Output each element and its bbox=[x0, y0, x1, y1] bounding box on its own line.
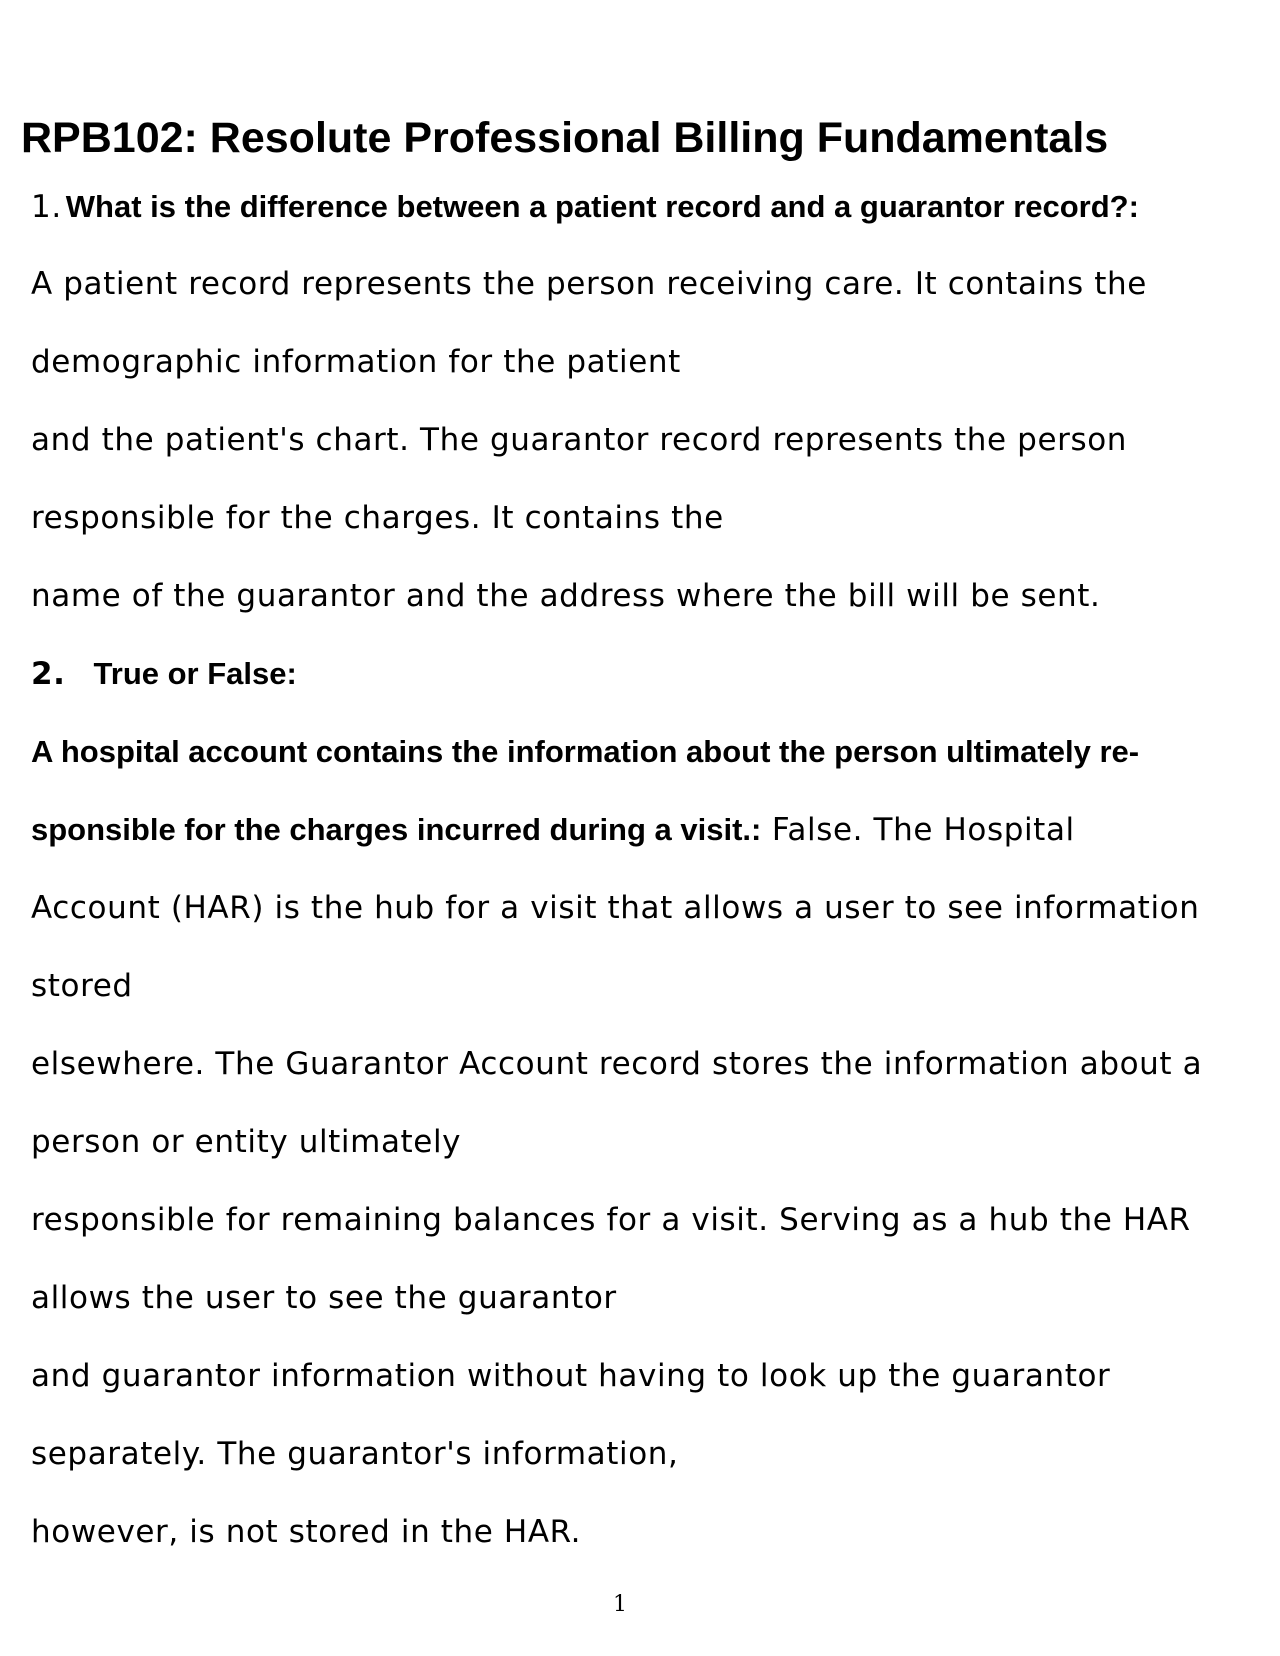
answer-2-line-3: elsewhere. The Guarantor Account record stores the information about a bbox=[31, 1046, 1203, 1082]
answer-2-start: False. The Hospital bbox=[761, 812, 1075, 848]
document-title: RPB102: Resolute Professional Billing Fundamentals bbox=[21, 114, 1109, 162]
answer-2-line-7: and guarantor information without having to look up the guarantor bbox=[31, 1358, 1111, 1394]
question-1-text: What is the difference between a patient record and a guarantor record?: bbox=[65, 189, 1139, 224]
question-2-statement-line-1 bbox=[31, 732, 1139, 772]
answer-2-line-2: stored bbox=[31, 968, 133, 1004]
question-2-number: 2. bbox=[31, 656, 66, 692]
question-2-statement-line-2 bbox=[31, 810, 1075, 850]
answer-1-line-5: name of the guarantor and the address where the bill will be sent. bbox=[31, 578, 1101, 614]
answer-2-line-6: allows the user to see the guarantor bbox=[31, 1280, 617, 1316]
answer-2-line-8: separately. The guarantor's information, bbox=[31, 1436, 679, 1472]
answer-1-line-3: and the patient's chart. The guarantor record represents the person bbox=[31, 422, 1128, 458]
answer-2-line-5: responsible for remaining balances for a visit. Serving as a hub the HAR bbox=[31, 1202, 1191, 1238]
question-2-label: True or False: bbox=[93, 656, 297, 691]
question-1 bbox=[31, 187, 1139, 227]
question-2-statement-part-1: A hospital account contains the information about the person ultimately re- bbox=[31, 734, 1140, 769]
answer-1-line-4: responsible for the charges. It contains the bbox=[31, 500, 724, 536]
answer-2-line-4: person or entity ultimately bbox=[31, 1124, 462, 1160]
question-2-statement-part-2: sponsible for the charges incurred during a visit.: bbox=[31, 812, 762, 847]
answer-2-line-1: Account (HAR) is the hub for a visit that allows a user to see information bbox=[31, 890, 1200, 926]
answer-1-line-2: demographic information for the patient bbox=[31, 344, 681, 380]
answer-2-line-9: however, is not stored in the HAR. bbox=[31, 1514, 582, 1550]
answer-1-line-1: A patient record represents the person receiving care. It contains the bbox=[31, 266, 1147, 302]
question-2-heading bbox=[31, 654, 297, 694]
question-1-number: 1. bbox=[31, 189, 62, 225]
page-number: 1 bbox=[613, 1592, 627, 1617]
